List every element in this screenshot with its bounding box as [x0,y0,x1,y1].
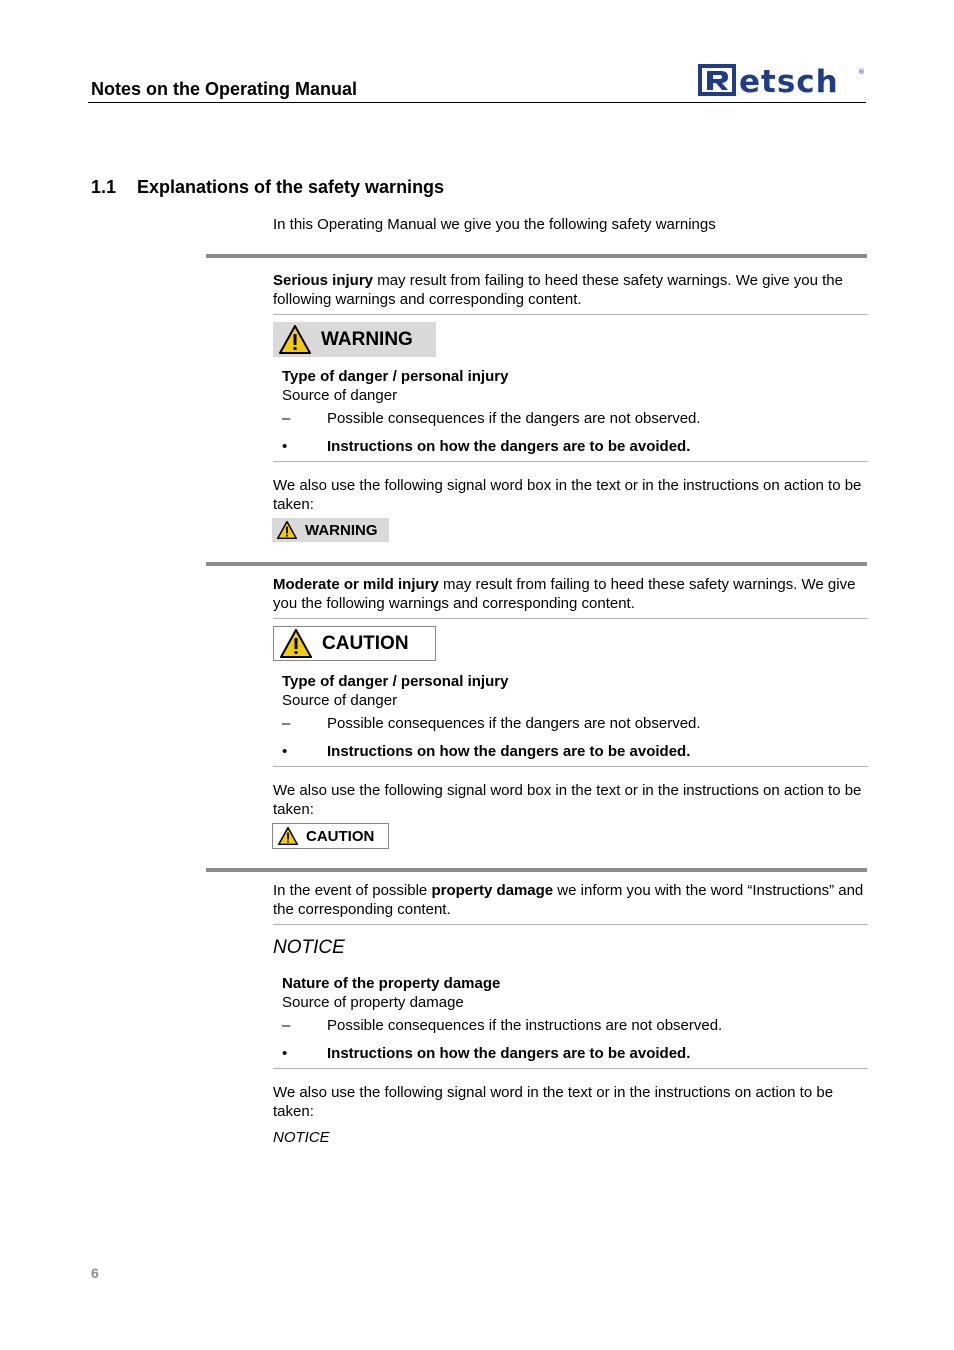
page-number: 6 [91,1265,99,1281]
warning-triangle-icon [279,325,311,354]
caution-also-text: We also use the following signal word box in the text or in the instructions on action to be taken: [273,782,862,818]
thin-divider [273,618,868,619]
notice-small-signal-word: NOTICE [273,1129,330,1146]
section-number: 1.1 [91,177,117,197]
bullet-marker: • [282,1045,288,1062]
thin-divider [273,461,868,462]
dash-marker: – [282,1017,291,1034]
header-rule [88,102,866,103]
notice-lead-post: we inform you with the word “Instructions” and the corresponding content. [273,882,864,918]
notice-lead [273,881,865,919]
warning-triangle-icon [278,827,298,845]
notice-lead-pre: In the event of possible [273,882,432,899]
bullet-marker: • [282,743,288,760]
section-divider [206,254,867,258]
thin-divider [273,766,868,767]
notice-signal-word: NOTICE [273,937,345,958]
dash-marker: – [282,715,291,732]
notice-also-text: We also use the following signal word in the text or in the instructions on action to be taken: [273,1084,834,1120]
notice-consequence: Possible consequences if the instructions are not observed. [327,1017,723,1034]
warning-also-text: We also use the following signal word box in the text or in the instructions on action to be taken: [273,477,862,513]
warning-lead-rest: may result from failing to heed these safety warnings. We give you the following warnings and corresponding content. [273,272,843,308]
svg-text:etsch: etsch [739,64,839,98]
warning-signal-box [273,322,436,357]
notice-instruction: Instructions on how the dangers are to be avoided. [327,1045,691,1062]
warning-small-signal-word: WARNING [305,521,378,539]
section-divider [206,868,867,872]
caution-lead [273,575,865,613]
caution-lead-bold: Moderate or mild injury [273,576,439,593]
thin-divider [273,1068,868,1069]
caution-small-signal-box [272,823,389,849]
warning-signal-word: WARNING [321,329,413,350]
caution-signal-word: CAUTION [322,633,409,654]
caution-danger-type: Type of danger / personal injury [282,673,509,690]
warning-danger-type: Type of danger / personal injury [282,368,509,385]
header-title: Notes on the Operating Manual [91,79,358,99]
notice-damage-type: Nature of the property damage [282,975,501,992]
notice-lead-bold: property damage [431,882,554,899]
caution-lead-rest: may result from failing to heed these safety warnings. We give you the following warnings and corresponding content. [273,576,856,612]
warning-small-signal-box [272,518,389,542]
notice-damage-source: Source of property damage [282,994,464,1011]
thin-divider [273,924,868,925]
warning-consequence: Possible consequences if the dangers are not observed. [327,410,701,427]
intro-text: In this Operating Manual we give you the following safety warnings [273,216,716,233]
thin-divider [273,314,868,315]
warning-lead [273,271,865,309]
warning-lead-bold: Serious injury [273,272,374,289]
caution-consequence: Possible consequences if the dangers are not observed. [327,715,701,732]
bullet-marker: • [282,438,288,455]
section-heading [91,176,444,198]
warning-triangle-icon [277,521,297,539]
svg-text:®: ® [858,68,865,76]
warning-danger-source: Source of danger [282,387,398,404]
warning-instruction: Instructions on how the dangers are to be avoided. [327,438,691,455]
dash-marker: – [282,410,291,427]
caution-danger-source: Source of danger [282,692,398,709]
retsch-logo [697,62,865,98]
section-title: Explanations of the safety warnings [137,177,445,197]
warning-triangle-icon [280,629,312,658]
caution-signal-box [273,626,436,661]
caution-small-signal-word: CAUTION [306,827,375,845]
caution-instruction: Instructions on how the dangers are to be avoided. [327,743,691,760]
section-divider [206,562,867,566]
